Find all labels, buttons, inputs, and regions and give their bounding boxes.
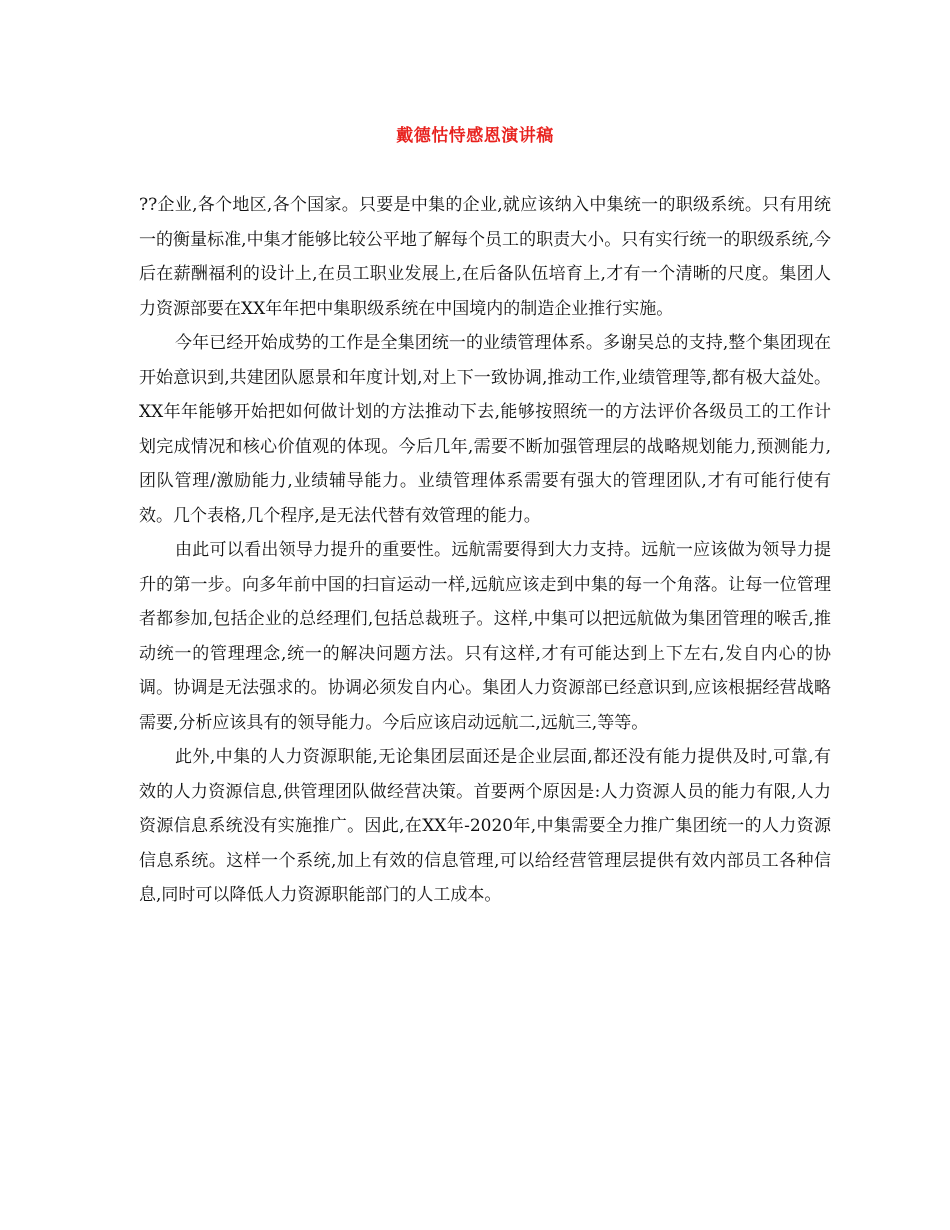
body-paragraph-4: 此外,中集的人力资源职能,无论集团层面还是企业层面,都还没有能力提供及时,可靠,有效的人力资源信息,供管理团队做经营决策。首要两个原因是:人力资源人员的能力有限,人力资源信息系统没有实施推广。因此,在XX年-2020年,中集需要全力推广集团统一的人力资源信息系统。这样一个系统,加上有效的信息管理,可以给经营管理层提供有效内部员工各种信息,同时可以降低人力资源职能部门的人工成本。 [139, 747, 831, 905]
document-body [139, 188, 831, 913]
document-title: 戴德怙恃感恩演讲稿 [396, 126, 554, 146]
body-paragraph-1: ??企业,各个地区,各个国家。只要是中集的企业,就应该纳入中集统一的职级系统。只有用统一的衡量标准,中集才能够比较公平地了解每个员工的职责大小。只有实行统一的职级系统,今后在薪酬福利的设计上,在员工职业发展上,在后备队伍培育上,才有一个清晰的尺度。集团人力资源部要在XX年年把中集职级系统在中国境内的制造企业推行实施。 [139, 195, 831, 319]
body-paragraph-2: 今年已经开始成势的工作是全集团统一的业绩管理体系。多谢吴总的支持,整个集团现在开始意识到,共建团队愿景和年度计划,对上下一致协调,推动工作,业绩管理等,都有极大益处。XX年年能够开始把如何做计划的方法推动下去,能够按照统一的方法评价各级员工的工作计划完成情况和核心价值观的体现。今后几年,需要不断加强管理层的战略规划能力,预测能力,团队管理/激励能力,业绩辅导能力。业绩管理体系需要有强大的管理团队,才有可能行使有效。几个表格,几个程序,是无法代替有效管理的能力。 [139, 333, 831, 526]
body-paragraph-3: 由此可以看出领导力提升的重要性。远航需要得到大力支持。远航一应该做为领导力提升的第一步。向多年前中国的扫盲运动一样,远航应该走到中集的每一个角落。让每一位管理者都参加,包括企业的总经理们,包括总裁班子。这样,中集可以把远航做为集团管理的喉舌,推动统一的管理理念,统一的解决问题方法。只有这样,才有可能达到上下左右,发自内心的协调。协调是无法强求的。协调必须发自内心。集团人力资源部已经意识到,应该根据经营战略需要,分析应该具有的领导能力。今后应该启动远航二,远航三,等等。 [139, 540, 831, 733]
